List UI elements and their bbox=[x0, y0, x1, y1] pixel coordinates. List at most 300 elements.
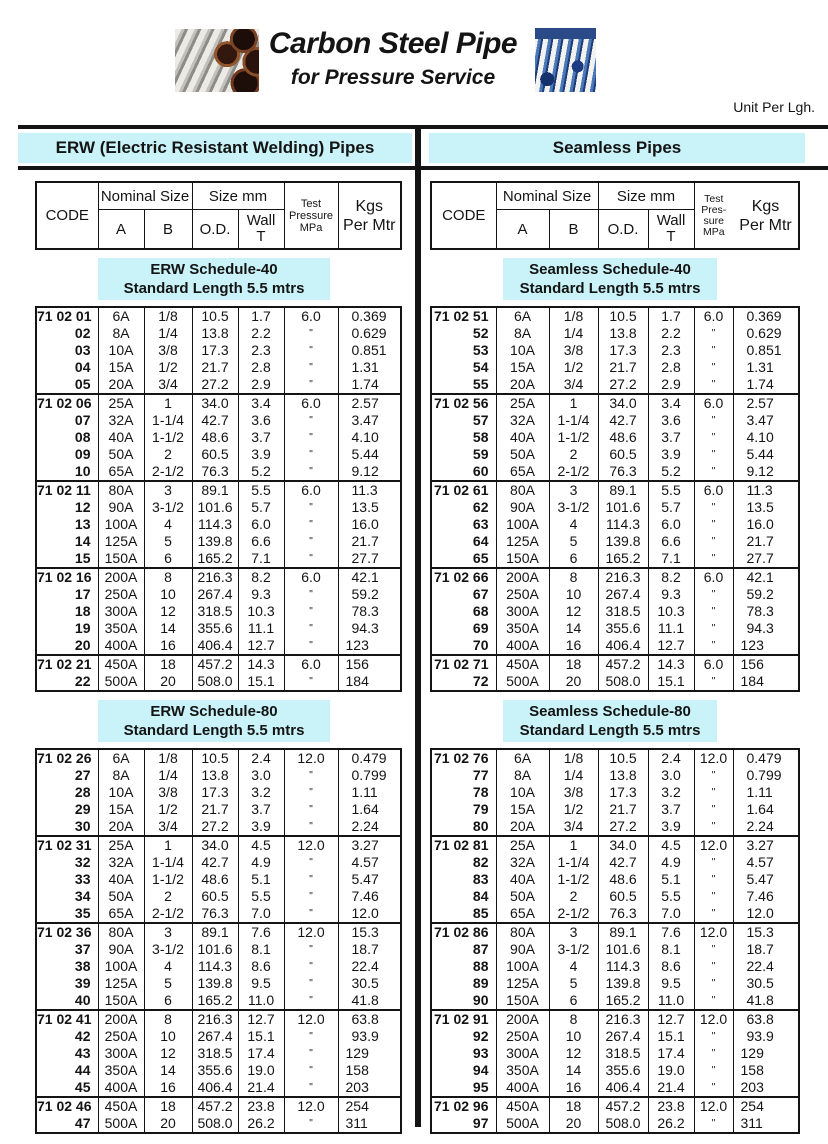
pipe-row bbox=[431, 446, 799, 463]
cell-nominal-b: 1-1/4 bbox=[549, 854, 598, 871]
cell-kgs-per-mtr: 18.7 bbox=[338, 941, 401, 958]
cell-wall-t-mm: 9.3 bbox=[238, 586, 284, 603]
cell-od-mm: 318.5 bbox=[598, 603, 648, 620]
cell-od-mm: 114.3 bbox=[192, 516, 238, 533]
cell-nominal-a: 80A bbox=[98, 923, 144, 941]
cell-code: 77 bbox=[431, 767, 496, 784]
cell-code: 19 bbox=[36, 620, 98, 637]
cell-od-mm: 267.4 bbox=[192, 586, 238, 603]
cell-test-pressure-mpa: " bbox=[284, 992, 338, 1010]
cell-nominal-b: 10 bbox=[549, 1028, 598, 1045]
cell-test-pressure-mpa: " bbox=[284, 446, 338, 463]
cell-kgs-per-mtr: 184 bbox=[733, 673, 799, 691]
erw-column-header-table bbox=[35, 181, 402, 250]
pipe-row bbox=[36, 394, 401, 412]
cell-od-mm: 101.6 bbox=[192, 941, 238, 958]
cell-nominal-a: 65A bbox=[98, 463, 144, 481]
cell-nominal-a: 10A bbox=[98, 342, 144, 359]
pipe-size-group bbox=[36, 655, 401, 691]
cell-nominal-a: 250A bbox=[98, 1028, 144, 1045]
pipe-size-group bbox=[36, 568, 401, 655]
cell-od-mm: 267.4 bbox=[598, 586, 648, 603]
cell-kgs-per-mtr: 42.1 bbox=[733, 568, 799, 586]
pipe-row bbox=[431, 818, 799, 836]
cell-od-mm: 267.4 bbox=[192, 1028, 238, 1045]
cell-code: 82 bbox=[431, 854, 496, 871]
top-rule bbox=[18, 125, 828, 129]
pipe-row bbox=[36, 359, 401, 376]
cell-kgs-per-mtr: 93.9 bbox=[733, 1028, 799, 1045]
cell-wall-t-mm: 5.7 bbox=[238, 499, 284, 516]
cell-code: 90 bbox=[431, 992, 496, 1010]
cell-code: 71 02 81 bbox=[431, 836, 496, 854]
cell-kgs-per-mtr: 41.8 bbox=[338, 992, 401, 1010]
cell-nominal-a: 250A bbox=[98, 586, 144, 603]
cell-code: 64 bbox=[431, 533, 496, 550]
cell-od-mm: 508.0 bbox=[598, 673, 648, 691]
cell-kgs-per-mtr: 1.64 bbox=[733, 801, 799, 818]
cell-kgs-per-mtr: 21.7 bbox=[338, 533, 401, 550]
cell-od-mm: 42.7 bbox=[192, 412, 238, 429]
cell-code: 68 bbox=[431, 603, 496, 620]
cell-od-mm: 76.3 bbox=[192, 463, 238, 481]
cell-test-pressure-mpa: " bbox=[284, 871, 338, 888]
cell-nominal-b: 2 bbox=[549, 446, 598, 463]
cell-code: 78 bbox=[431, 784, 496, 801]
cell-code: 72 bbox=[431, 673, 496, 691]
cell-od-mm: 34.0 bbox=[192, 836, 238, 854]
cell-nominal-a: 350A bbox=[496, 1062, 549, 1079]
cell-kgs-per-mtr: 129 bbox=[733, 1045, 799, 1062]
cell-kgs-per-mtr: 4.10 bbox=[338, 429, 401, 446]
cell-test-pressure-mpa: " bbox=[284, 325, 338, 342]
cell-wall-t-mm: 3.2 bbox=[648, 784, 694, 801]
cell-nominal-b: 10 bbox=[144, 586, 192, 603]
cell-od-mm: 508.0 bbox=[598, 1115, 648, 1133]
cell-test-pressure-mpa: " bbox=[694, 905, 733, 923]
pipe-row bbox=[431, 836, 799, 854]
cell-wall-t-mm: 4.5 bbox=[648, 836, 694, 854]
cell-od-mm: 60.5 bbox=[598, 446, 648, 463]
cell-kgs-per-mtr: 311 bbox=[733, 1115, 799, 1133]
cell-test-pressure-mpa: " bbox=[284, 801, 338, 818]
cell-code: 42 bbox=[36, 1028, 98, 1045]
cell-od-mm: 216.3 bbox=[598, 1010, 648, 1028]
cell-code: 37 bbox=[36, 941, 98, 958]
pipe-row bbox=[36, 412, 401, 429]
cell-nominal-a: 10A bbox=[496, 342, 549, 359]
cell-code: 33 bbox=[36, 871, 98, 888]
erw-schedule-40-heading bbox=[98, 258, 330, 300]
cell-nominal-b: 1 bbox=[144, 394, 192, 412]
seamless-schedule-80-table bbox=[430, 748, 800, 1134]
cell-code: 35 bbox=[36, 905, 98, 923]
cell-test-pressure-mpa: " bbox=[284, 359, 338, 376]
pipe-row bbox=[36, 446, 401, 463]
cell-od-mm: 48.6 bbox=[598, 429, 648, 446]
cell-kgs-per-mtr: 158 bbox=[338, 1062, 401, 1079]
pipe-row bbox=[36, 871, 401, 888]
cell-nominal-a: 300A bbox=[496, 1045, 549, 1062]
cell-test-pressure-mpa: " bbox=[694, 767, 733, 784]
schedule-heading-line-2: Standard Length 5.5 mtrs bbox=[519, 280, 701, 297]
cell-wall-t-mm: 8.6 bbox=[238, 958, 284, 975]
cell-wall-t-mm: 4.9 bbox=[648, 854, 694, 871]
pipe-row bbox=[431, 941, 799, 958]
cell-nominal-b: 14 bbox=[549, 620, 598, 637]
pipe-ends-photo bbox=[175, 29, 259, 92]
cell-od-mm: 89.1 bbox=[598, 481, 648, 499]
cell-code: 92 bbox=[431, 1028, 496, 1045]
cell-kgs-per-mtr: 5.44 bbox=[338, 446, 401, 463]
cell-od-mm: 457.2 bbox=[598, 1097, 648, 1115]
cell-od-mm: 48.6 bbox=[192, 429, 238, 446]
cell-od-mm: 60.5 bbox=[598, 888, 648, 905]
cell-nominal-a: 300A bbox=[496, 603, 549, 620]
seamless-column bbox=[429, 133, 806, 1134]
cell-code: 95 bbox=[431, 1079, 496, 1097]
cell-test-pressure-mpa: " bbox=[694, 603, 733, 620]
cell-nominal-a: 250A bbox=[496, 586, 549, 603]
page-title: Carbon Steel Pipe bbox=[268, 27, 518, 60]
cell-nominal-b: 1/8 bbox=[549, 307, 598, 325]
cell-nominal-a: 200A bbox=[98, 1010, 144, 1028]
pipe-row bbox=[431, 888, 799, 905]
cell-kgs-per-mtr: 22.4 bbox=[338, 958, 401, 975]
seamless-schedule-80-heading bbox=[503, 700, 717, 742]
cell-test-pressure-mpa: " bbox=[694, 446, 733, 463]
cell-wall-t-mm: 5.1 bbox=[648, 871, 694, 888]
cell-od-mm: 13.8 bbox=[192, 325, 238, 342]
cell-nominal-a: 65A bbox=[496, 905, 549, 923]
pipe-row bbox=[36, 429, 401, 446]
cell-code: 13 bbox=[36, 516, 98, 533]
cell-od-mm: 42.7 bbox=[598, 412, 648, 429]
cell-test-pressure-mpa: " bbox=[694, 854, 733, 871]
cell-code: 65 bbox=[431, 550, 496, 568]
header-wall-t bbox=[238, 210, 284, 250]
cell-test-pressure-mpa: " bbox=[284, 1079, 338, 1097]
cell-od-mm: 216.3 bbox=[192, 568, 238, 586]
cell-test-pressure-mpa: " bbox=[694, 620, 733, 637]
schedule-heading-line-2: Standard Length 5.5 mtrs bbox=[123, 280, 305, 297]
cell-wall-t-mm: 2.4 bbox=[648, 749, 694, 767]
cell-nominal-b: 1/8 bbox=[144, 749, 192, 767]
cell-nominal-b: 5 bbox=[144, 975, 192, 992]
cell-nominal-a: 100A bbox=[496, 958, 549, 975]
cell-nominal-b: 3-1/2 bbox=[144, 499, 192, 516]
cell-code: 67 bbox=[431, 586, 496, 603]
cell-kgs-per-mtr: 59.2 bbox=[338, 586, 401, 603]
cell-wall-t-mm: 5.5 bbox=[238, 481, 284, 499]
pipe-row bbox=[431, 603, 799, 620]
cell-wall-t-mm: 2.2 bbox=[238, 325, 284, 342]
cell-od-mm: 355.6 bbox=[192, 620, 238, 637]
cell-od-mm: 27.2 bbox=[192, 818, 238, 836]
cell-kgs-per-mtr: 3.27 bbox=[733, 836, 799, 854]
test-pressure-line: Test bbox=[300, 197, 322, 210]
cell-test-pressure-mpa: " bbox=[284, 533, 338, 550]
cell-nominal-a: 125A bbox=[98, 975, 144, 992]
pipe-row bbox=[431, 429, 799, 446]
cell-nominal-b: 1/8 bbox=[144, 307, 192, 325]
cell-nominal-b: 1-1/2 bbox=[549, 429, 598, 446]
cell-nominal-a: 150A bbox=[98, 992, 144, 1010]
cell-test-pressure-mpa: 12.0 bbox=[694, 923, 733, 941]
cell-kgs-per-mtr: 156 bbox=[338, 655, 401, 673]
cell-kgs-per-mtr: 13.5 bbox=[338, 499, 401, 516]
pipe-row bbox=[431, 1028, 799, 1045]
pipe-row bbox=[36, 1062, 401, 1079]
pipe-row bbox=[431, 376, 799, 394]
cell-nominal-a: 65A bbox=[98, 905, 144, 923]
cell-wall-t-mm: 3.0 bbox=[238, 767, 284, 784]
cell-code: 71 02 91 bbox=[431, 1010, 496, 1028]
cell-kgs-per-mtr: 1.74 bbox=[733, 376, 799, 394]
cell-nominal-b: 1/8 bbox=[549, 749, 598, 767]
cell-nominal-b: 1-1/2 bbox=[549, 871, 598, 888]
cell-kgs-per-mtr: 93.9 bbox=[338, 1028, 401, 1045]
cell-nominal-b: 2-1/2 bbox=[549, 905, 598, 923]
pipe-row bbox=[36, 888, 401, 905]
cell-code: 88 bbox=[431, 958, 496, 975]
cell-nominal-b: 6 bbox=[144, 992, 192, 1010]
cell-kgs-per-mtr: 12.0 bbox=[338, 905, 401, 923]
cell-wall-t-mm: 3.6 bbox=[648, 412, 694, 429]
cell-nominal-b: 2 bbox=[144, 888, 192, 905]
cell-test-pressure-mpa: " bbox=[284, 673, 338, 691]
pipe-row bbox=[36, 1010, 401, 1028]
wall-line: Wall bbox=[246, 212, 276, 229]
cell-od-mm: 355.6 bbox=[598, 620, 648, 637]
cell-nominal-a: 32A bbox=[98, 412, 144, 429]
pipe-row bbox=[431, 801, 799, 818]
cell-code: 71 02 31 bbox=[36, 836, 98, 854]
seamless-schedule-40-heading bbox=[503, 258, 717, 300]
cell-test-pressure-mpa: " bbox=[284, 941, 338, 958]
cell-nominal-b: 14 bbox=[549, 1062, 598, 1079]
cell-wall-t-mm: 8.2 bbox=[648, 568, 694, 586]
cell-test-pressure-mpa: " bbox=[694, 818, 733, 836]
cell-test-pressure-mpa: 6.0 bbox=[284, 394, 338, 412]
cell-nominal-b: 1-1/4 bbox=[549, 412, 598, 429]
cell-test-pressure-mpa: " bbox=[284, 818, 338, 836]
cell-nominal-b: 20 bbox=[549, 1115, 598, 1133]
cell-nominal-b: 1/2 bbox=[144, 359, 192, 376]
pipe-row bbox=[431, 463, 799, 481]
cell-od-mm: 21.7 bbox=[192, 801, 238, 818]
cell-test-pressure-mpa: " bbox=[284, 620, 338, 637]
cell-code: 02 bbox=[36, 325, 98, 342]
wall-line: T bbox=[256, 228, 266, 245]
cell-nominal-a: 6A bbox=[496, 749, 549, 767]
cell-code: 71 02 16 bbox=[36, 568, 98, 586]
pipe-row bbox=[36, 1045, 401, 1062]
cell-wall-t-mm: 11.0 bbox=[238, 992, 284, 1010]
cell-nominal-a: 500A bbox=[98, 673, 144, 691]
cell-od-mm: 355.6 bbox=[598, 1062, 648, 1079]
seamless-sections bbox=[430, 258, 798, 1134]
cell-wall-t-mm: 2.8 bbox=[238, 359, 284, 376]
cell-wall-t-mm: 6.6 bbox=[238, 533, 284, 550]
cell-code: 71 02 36 bbox=[36, 923, 98, 941]
cell-code: 71 02 71 bbox=[431, 655, 496, 673]
cell-od-mm: 27.2 bbox=[598, 818, 648, 836]
cell-wall-t-mm: 1.7 bbox=[238, 307, 284, 325]
cell-test-pressure-mpa: " bbox=[694, 325, 733, 342]
cell-kgs-per-mtr: 4.57 bbox=[733, 854, 799, 871]
cell-wall-t-mm: 5.5 bbox=[648, 481, 694, 499]
cell-nominal-a: 350A bbox=[98, 1062, 144, 1079]
cell-od-mm: 457.2 bbox=[192, 655, 238, 673]
cell-nominal-a: 40A bbox=[496, 871, 549, 888]
cell-od-mm: 34.0 bbox=[598, 394, 648, 412]
cell-nominal-a: 20A bbox=[98, 818, 144, 836]
pipe-row bbox=[36, 603, 401, 620]
cell-nominal-b: 3 bbox=[144, 923, 192, 941]
cell-test-pressure-mpa: " bbox=[284, 888, 338, 905]
cell-nominal-b: 1/2 bbox=[549, 801, 598, 818]
cell-wall-t-mm: 2.8 bbox=[648, 359, 694, 376]
cell-wall-t-mm: 11.1 bbox=[238, 620, 284, 637]
cell-nominal-a: 8A bbox=[496, 325, 549, 342]
cell-nominal-b: 6 bbox=[144, 550, 192, 568]
kgs-line: Per Mtr bbox=[739, 216, 792, 234]
cell-test-pressure-mpa: 6.0 bbox=[694, 394, 733, 412]
cell-test-pressure-mpa: " bbox=[694, 463, 733, 481]
cell-nominal-a: 50A bbox=[98, 446, 144, 463]
cell-nominal-a: 150A bbox=[98, 550, 144, 568]
cell-nominal-b: 4 bbox=[549, 958, 598, 975]
cell-kgs-per-mtr: 0.799 bbox=[338, 767, 401, 784]
cell-code: 71 02 61 bbox=[431, 481, 496, 499]
cell-od-mm: 114.3 bbox=[598, 958, 648, 975]
test-pressure-line: MPa bbox=[299, 221, 323, 234]
cell-nominal-a: 250A bbox=[496, 1028, 549, 1045]
unit-note: Unit Per Lgh. bbox=[733, 99, 815, 115]
pipe-size-group bbox=[431, 1010, 799, 1097]
cell-nominal-a: 200A bbox=[98, 568, 144, 586]
cell-nominal-b: 1/4 bbox=[144, 767, 192, 784]
cell-wall-t-mm: 14.3 bbox=[648, 655, 694, 673]
cell-code: 15 bbox=[36, 550, 98, 568]
cell-od-mm: 21.7 bbox=[598, 359, 648, 376]
cell-wall-t-mm: 21.4 bbox=[648, 1079, 694, 1097]
pipe-row bbox=[36, 550, 401, 568]
pipe-row bbox=[36, 767, 401, 784]
pipe-row bbox=[431, 1010, 799, 1028]
pipe-row bbox=[431, 992, 799, 1010]
cell-test-pressure-mpa: 12.0 bbox=[694, 836, 733, 854]
cell-nominal-a: 125A bbox=[496, 975, 549, 992]
cell-wall-t-mm: 15.1 bbox=[238, 673, 284, 691]
cell-od-mm: 42.7 bbox=[598, 854, 648, 871]
cell-test-pressure-mpa: " bbox=[694, 1028, 733, 1045]
cell-nominal-b: 20 bbox=[549, 673, 598, 691]
cell-nominal-a: 100A bbox=[98, 516, 144, 533]
cell-nominal-b: 1-1/4 bbox=[144, 854, 192, 871]
cell-nominal-a: 90A bbox=[98, 499, 144, 516]
cell-wall-t-mm: 8.2 bbox=[238, 568, 284, 586]
cell-nominal-b: 8 bbox=[549, 1010, 598, 1028]
cell-test-pressure-mpa: " bbox=[694, 975, 733, 992]
header-a: A bbox=[98, 210, 144, 250]
cell-code: 69 bbox=[431, 620, 496, 637]
cell-wall-t-mm: 17.4 bbox=[238, 1045, 284, 1062]
cell-kgs-per-mtr: 203 bbox=[338, 1079, 401, 1097]
cell-kgs-per-mtr: 1.31 bbox=[733, 359, 799, 376]
cell-wall-t-mm: 2.3 bbox=[648, 342, 694, 359]
cell-code: 71 02 86 bbox=[431, 923, 496, 941]
pipe-row bbox=[36, 568, 401, 586]
cell-code: 58 bbox=[431, 429, 496, 446]
cell-wall-t-mm: 3.7 bbox=[238, 801, 284, 818]
pipe-size-group bbox=[431, 307, 799, 394]
cell-code: 27 bbox=[36, 767, 98, 784]
seamless-column-inner bbox=[430, 181, 798, 1134]
cell-od-mm: 21.7 bbox=[598, 801, 648, 818]
cell-nominal-b: 3-1/2 bbox=[549, 941, 598, 958]
cell-kgs-per-mtr: 3.47 bbox=[338, 412, 401, 429]
cell-kgs-per-mtr: 123 bbox=[338, 637, 401, 655]
cell-nominal-a: 80A bbox=[496, 923, 549, 941]
cell-nominal-b: 1-1/2 bbox=[144, 429, 192, 446]
cell-nominal-b: 16 bbox=[144, 1079, 192, 1097]
cell-wall-t-mm: 5.2 bbox=[648, 463, 694, 481]
cell-code: 71 02 01 bbox=[36, 307, 98, 325]
cell-nominal-b: 8 bbox=[549, 568, 598, 586]
cell-nominal-a: 400A bbox=[496, 1079, 549, 1097]
cell-wall-t-mm: 2.3 bbox=[238, 342, 284, 359]
cell-nominal-a: 300A bbox=[98, 603, 144, 620]
pipe-row bbox=[431, 975, 799, 992]
cell-nominal-b: 3/4 bbox=[549, 818, 598, 836]
cell-wall-t-mm: 3.0 bbox=[648, 767, 694, 784]
cell-nominal-a: 8A bbox=[98, 325, 144, 342]
cell-wall-t-mm: 23.8 bbox=[648, 1097, 694, 1115]
pipe-size-group bbox=[431, 1097, 799, 1133]
cell-nominal-b: 12 bbox=[549, 1045, 598, 1062]
cell-code: 71 02 41 bbox=[36, 1010, 98, 1028]
cell-nominal-a: 350A bbox=[496, 620, 549, 637]
seamless-section-title: Seamless Pipes bbox=[429, 133, 805, 163]
pipe-size-group bbox=[36, 481, 401, 568]
cell-nominal-b: 5 bbox=[549, 533, 598, 550]
cell-od-mm: 318.5 bbox=[192, 1045, 238, 1062]
erw-sections bbox=[35, 258, 400, 1134]
pipe-row bbox=[36, 905, 401, 923]
cell-wall-t-mm: 7.6 bbox=[648, 923, 694, 941]
cell-nominal-a: 50A bbox=[496, 888, 549, 905]
cell-wall-t-mm: 12.7 bbox=[238, 637, 284, 655]
cell-code: 89 bbox=[431, 975, 496, 992]
cell-nominal-a: 500A bbox=[496, 1115, 549, 1133]
cell-wall-t-mm: 2.9 bbox=[648, 376, 694, 394]
cell-nominal-a: 15A bbox=[98, 801, 144, 818]
pipe-row bbox=[431, 1097, 799, 1115]
cell-code: 52 bbox=[431, 325, 496, 342]
cell-test-pressure-mpa: " bbox=[284, 1115, 338, 1133]
cell-od-mm: 13.8 bbox=[192, 767, 238, 784]
cell-nominal-b: 3/8 bbox=[144, 342, 192, 359]
cell-code: 97 bbox=[431, 1115, 496, 1133]
cell-wall-t-mm: 3.4 bbox=[648, 394, 694, 412]
cell-nominal-a: 400A bbox=[496, 637, 549, 655]
cell-code: 83 bbox=[431, 871, 496, 888]
cell-nominal-a: 40A bbox=[98, 871, 144, 888]
header-test-pressure bbox=[694, 182, 733, 249]
cell-nominal-b: 1/4 bbox=[144, 325, 192, 342]
